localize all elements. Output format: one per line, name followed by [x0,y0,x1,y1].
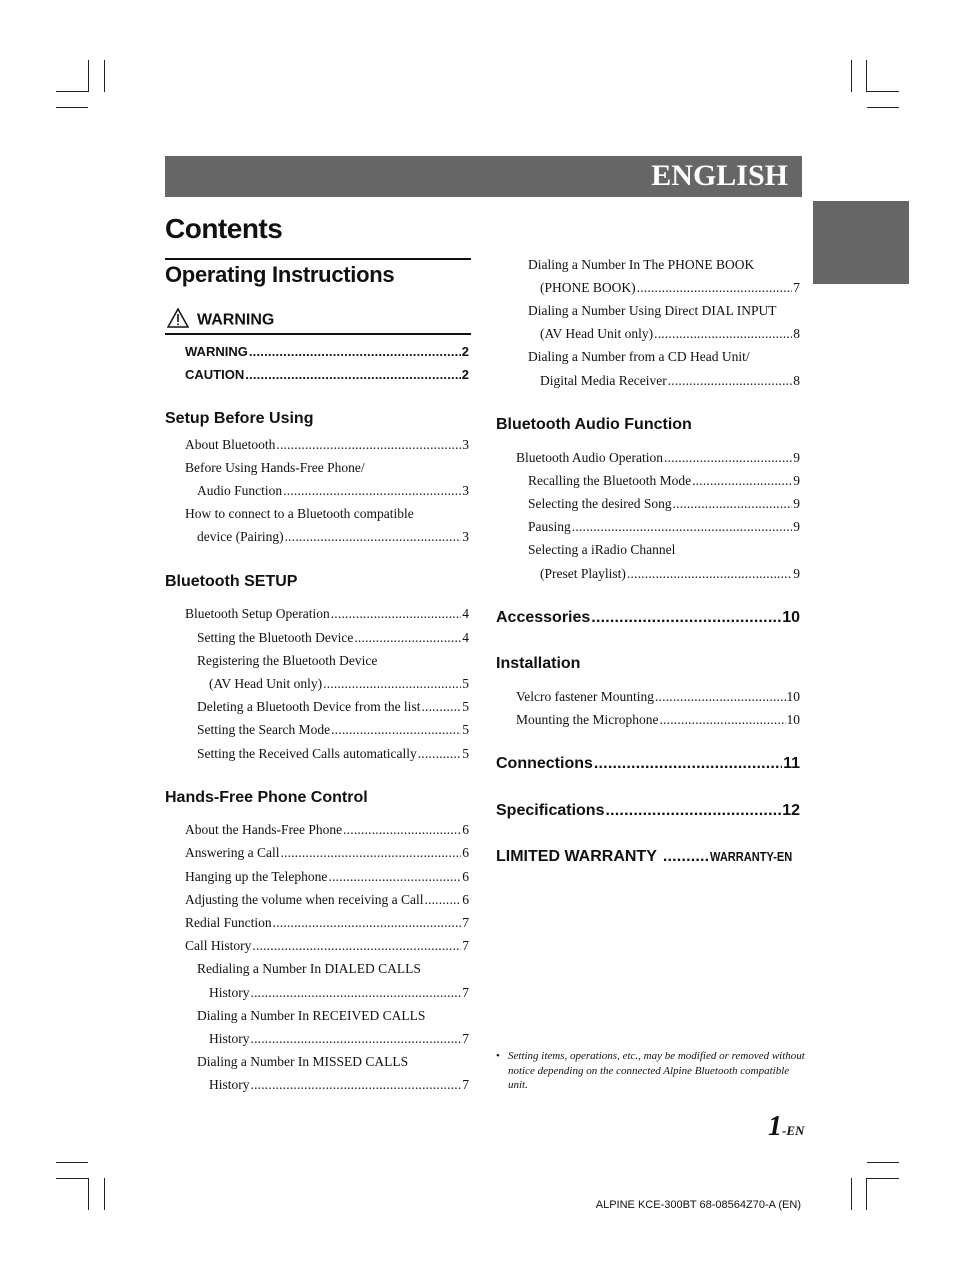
toc-entry[interactable]: WARNING ..... 2 [185,344,469,359]
toc-entry[interactable]: About Bluetooth ..... 3 [185,437,469,453]
operating-title: Operating Instructions [165,262,395,287]
toc-entry[interactable]: Setting the Received Calls automatically ..... 5 [197,746,469,762]
toc-entry[interactable]: Bluetooth Setup Operation ..... 4 [185,606,469,622]
toc-entry[interactable]: device (Pairing) ..... 3 [197,529,469,545]
toc-entry: Redialing a Number In DIALED CALLS [197,961,421,976]
toc-entry: Dialing a Number from a CD Head Unit/ [528,349,750,364]
footnote [496,1049,806,1093]
side-tab [813,201,909,284]
divider [165,258,471,260]
toc-entry[interactable]: Deleting a Bluetooth Device from the list ..... 5 [197,699,469,715]
toc-entry[interactable]: Call History ..... 7 [185,938,469,954]
warning-title: WARNING [197,311,275,329]
toc-entry: Dialing a Number In MISSED CALLS [197,1054,409,1069]
toc-entry[interactable]: Answering a Call ..... 6 [185,845,469,861]
language-banner [165,156,802,197]
toc-entry: How to connect to a Bluetooth compatible [185,506,414,521]
toc-entry[interactable]: (AV Head Unit only) ..... 8 [540,326,800,342]
toc-entry[interactable]: Digital Media Receiver ..... 8 [540,373,800,389]
warning-heading [167,308,274,333]
toc-entry[interactable]: History ..... 7 [209,985,469,1001]
footnote-text: Setting items, operations, etc., may be modified or removed without notice depending on the connected Alpine Bluetooth compatible unit. [508,1050,805,1091]
toc-entry[interactable]: History ..... 7 [209,1077,469,1093]
toc-entry[interactable]: (PHONE BOOK) ..... 7 [540,280,800,296]
toc-entry[interactable]: Adjusting the volume when receiving a Call ..... 6 [185,892,469,908]
section-bt-audio: Bluetooth Audio Function [496,416,692,433]
warning-triangle-icon [167,308,189,333]
toc-entry[interactable]: (AV Head Unit only) ..... 5 [209,676,469,692]
section-installation: Installation [496,655,581,672]
toc-entry[interactable]: Setting the Search Mode ..... 5 [197,722,469,738]
page-number: 1-EN [768,1111,805,1142]
toc-entry[interactable]: Bluetooth Audio Operation ..... 9 [516,450,800,466]
toc-entry[interactable]: Selecting the desired Song ..... 9 [528,496,800,512]
toc-entry: Dialing a Number In The PHONE BOOK [528,257,755,272]
toc-warranty[interactable]: LIMITED WARRANTY ..... WARRANTY-EN [496,848,800,866]
toc-entry: Dialing a Number Using Direct DIAL INPUT [528,303,777,318]
toc-entry[interactable]: Hanging up the Telephone ..... 6 [185,869,469,885]
toc-entry[interactable]: Pausing ..... 9 [528,519,800,535]
toc-entry: Registering the Bluetooth Device [197,653,378,668]
toc-entry[interactable]: About the Hands-Free Phone ..... 6 [185,822,469,838]
toc-entry[interactable]: Redial Function ..... 7 [185,915,469,931]
toc-entry[interactable]: Audio Function ..... 3 [197,483,469,499]
section-hands-free: Hands-Free Phone Control [165,789,368,806]
toc-accessories[interactable]: Accessories ..... 10 [496,609,800,627]
footer-code: ALPINE KCE-300BT 68-08564Z70-A (EN) [595,1199,801,1211]
contents-title: Contents [165,213,283,244]
toc-entry[interactable]: (Preset Playlist) ..... 9 [540,566,800,582]
toc-entry[interactable]: History ..... 7 [209,1031,469,1047]
toc-entry: Dialing a Number In RECEIVED CALLS [197,1008,426,1023]
toc-entry[interactable]: Mounting the Microphone ..... 10 [516,712,800,728]
section-setup-before-using: Setup Before Using [165,410,314,427]
toc-entry[interactable]: Recalling the Bluetooth Mode ..... 9 [528,473,800,489]
toc-entry[interactable]: Velcro fastener Mounting ..... 10 [516,689,800,705]
toc-connections[interactable]: Connections ..... 11 [496,755,800,773]
toc-specifications[interactable]: Specifications ..... 12 [496,802,800,820]
divider [165,333,471,335]
bullet: • [496,1050,500,1062]
section-bluetooth-setup: Bluetooth SETUP [165,573,298,590]
toc-entry[interactable]: CAUTION ..... 2 [185,367,469,382]
toc-entry[interactable]: Setting the Bluetooth Device ..... 4 [197,630,469,646]
toc-entry: Before Using Hands-Free Phone/ [185,460,365,475]
banner-title: ENGLISH [651,159,788,192]
toc-entry: Selecting a iRadio Channel [528,542,676,557]
